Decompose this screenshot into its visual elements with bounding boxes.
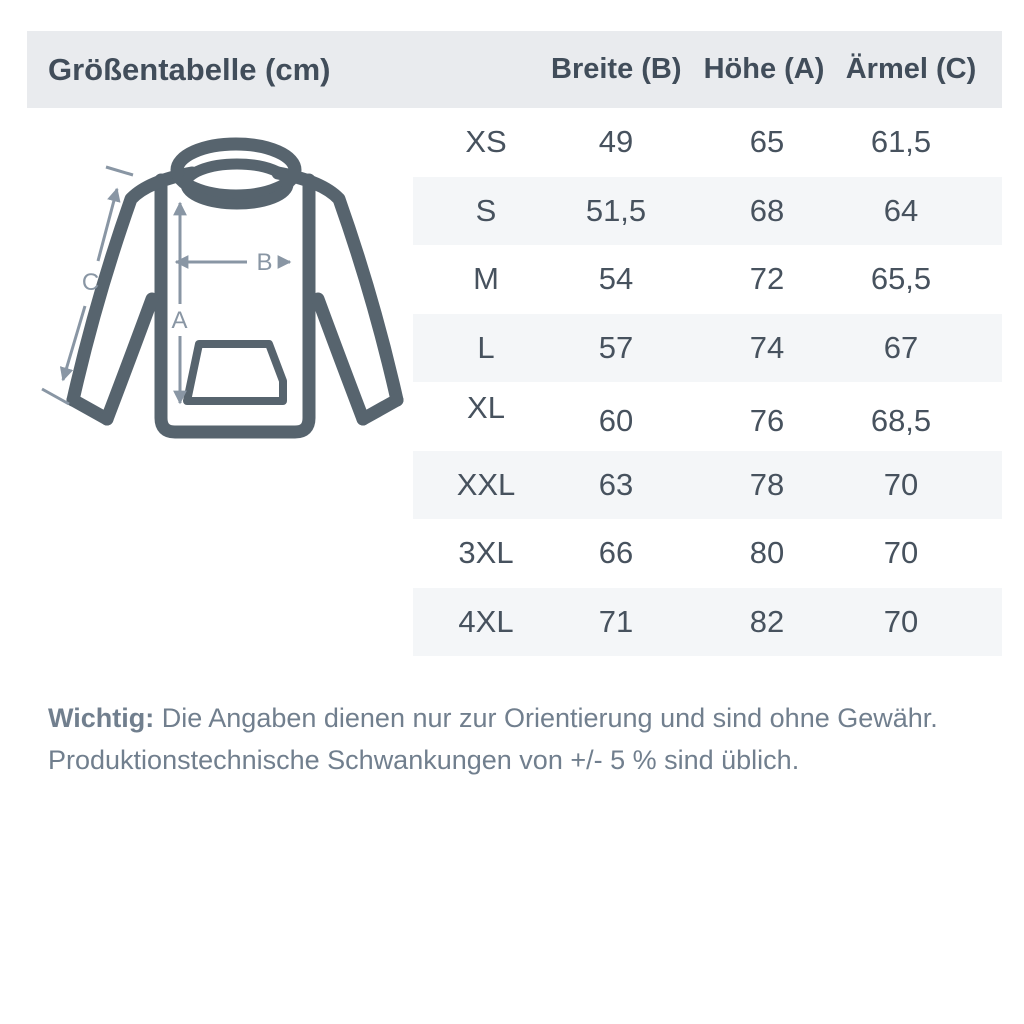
hoodie-left-sleeve-inner: [107, 299, 152, 419]
aermel-value: 70: [883, 603, 919, 639]
aermel-value: 70: [883, 535, 919, 571]
disclaimer-note-line1: Die Angaben dienen nur zur Orientierung und sind ohne Gewähr.: [161, 703, 938, 733]
hoehe-value: 76: [749, 403, 785, 439]
hoehe-value: 82: [749, 603, 785, 639]
hoodie-right-sleeve-inner: [318, 299, 363, 419]
table-row: [413, 245, 1002, 314]
disclaimer-note-line2: Produktionstechnische Schwankungen von +/- 5 % sind üblich.: [48, 745, 800, 775]
size-label: L: [477, 329, 495, 365]
aermel-value: 67: [883, 329, 919, 365]
size-chart-header: [27, 31, 1002, 108]
breite-value: 60: [598, 403, 634, 439]
aermel-value: 64: [883, 192, 919, 228]
hoehe-value: 78: [749, 466, 785, 502]
column-header-hoehe: Höhe (A): [703, 53, 825, 85]
aermel-value: 68,5: [870, 403, 932, 439]
dimension-label-a: A: [171, 307, 189, 334]
hoehe-value: 74: [749, 329, 785, 365]
size-label: 4XL: [458, 603, 514, 639]
breite-value: 66: [598, 535, 634, 571]
size-label: S: [475, 192, 497, 228]
hoehe-value: 68: [749, 192, 785, 228]
hoehe-value: 65: [749, 124, 785, 160]
breite-value: 57: [598, 329, 634, 365]
size-label: XL: [467, 390, 505, 426]
dimension-c-tick-bottom: [42, 389, 69, 404]
hoehe-value: 72: [749, 261, 785, 297]
disclaimer-note: [48, 697, 998, 781]
size-label: XS: [465, 124, 507, 160]
breite-value: 51,5: [585, 192, 647, 228]
table-row: [413, 314, 1002, 383]
dimension-label-b: B: [256, 249, 274, 276]
table-row: [413, 588, 1002, 657]
hoodie-outline: [73, 144, 397, 432]
chart-title: Größentabelle (cm): [48, 51, 331, 87]
size-label: XXL: [456, 466, 516, 502]
breite-value: 54: [598, 261, 634, 297]
hoodie-pocket: [187, 344, 283, 401]
size-label: 3XL: [458, 535, 514, 571]
table-row: [413, 108, 1002, 177]
column-header-aermel: Ärmel (C): [845, 53, 977, 85]
table-row: [413, 451, 1002, 520]
breite-value: 49: [598, 124, 634, 160]
disclaimer-note-bold: Wichtig:: [48, 703, 155, 733]
aermel-value: 65,5: [870, 261, 932, 297]
dimension-label-c: C: [81, 269, 101, 296]
table-row: [413, 519, 1002, 588]
size-table: [413, 108, 1002, 656]
dimension-c-tick-top: [106, 167, 133, 175]
aermel-value: 70: [883, 466, 919, 502]
hoodie-measurement-diagram: [40, 118, 420, 458]
column-header-breite: Breite (B): [551, 53, 682, 85]
aermel-value: 61,5: [870, 124, 932, 160]
table-row: [413, 382, 1002, 451]
breite-value: 71: [598, 603, 634, 639]
breite-value: 63: [598, 466, 634, 502]
size-label: M: [473, 261, 499, 297]
hoehe-value: 80: [749, 535, 785, 571]
table-row: [413, 177, 1002, 246]
